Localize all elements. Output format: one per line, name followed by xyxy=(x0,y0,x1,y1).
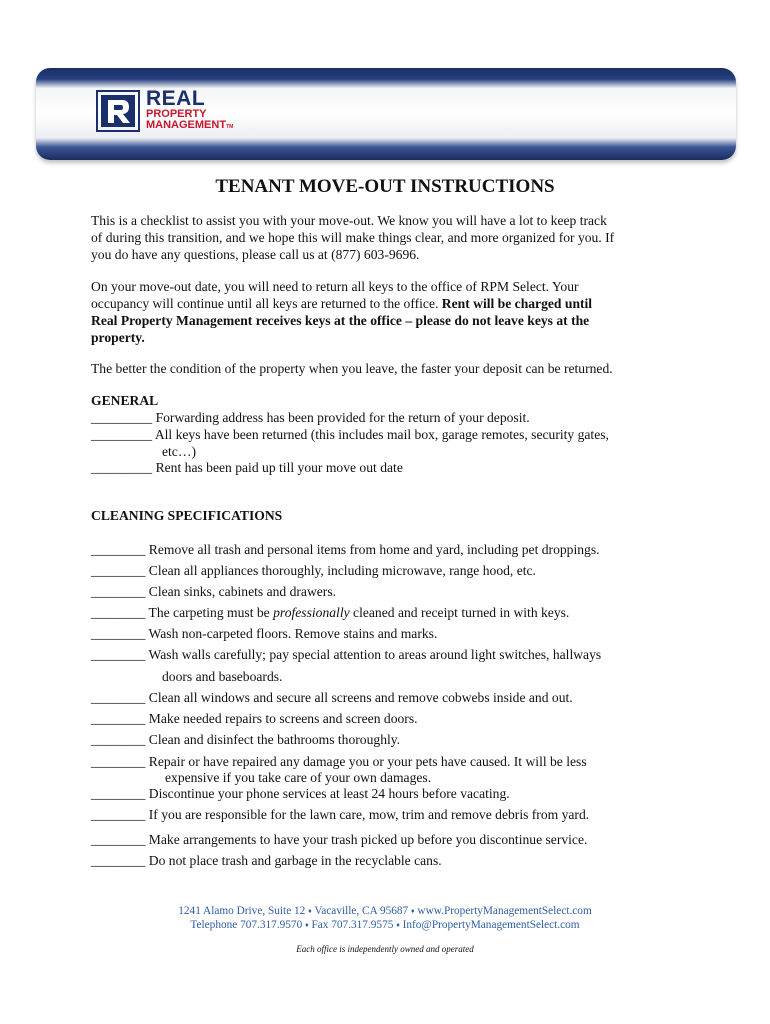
diamond-icon: ♦ xyxy=(411,907,415,915)
checklist-item: ________ Make needed repairs to screens and screen doors. xyxy=(91,711,418,726)
checklist-item: ________ Clean all appliances thoroughly, including microwave, range hood, etc. xyxy=(91,563,536,578)
checklist-item: ________ Wash non-carpeted floors. Remove stains and marks. xyxy=(91,626,438,641)
checklist-item: ________ Repair or have repaired any damage you or your pets have caused. It will be less xyxy=(91,754,587,769)
checklist-item: ________ Clean and disinfect the bathrooms thoroughly. xyxy=(91,732,401,747)
footer-contact-line: Telephone 707.317.9570 ♦ Fax 707.317.9575 ♦ Info@PropertyManagementSelect.com xyxy=(190,919,580,931)
checklist-item: ________ Discontinue your phone services at least 24 hours before vacating. xyxy=(91,786,510,801)
checklist-item: _________ Rent has been paid up till your move out date xyxy=(91,460,403,475)
checklist-item: ________ Clean sinks, cabinets and drawers. xyxy=(91,584,337,599)
intro-paragraph: This is a checklist to assist you with your move-out. We know you will have a lot to keep track of during this transition, and we hope this will make things clear, and more organized for you. If you do have any questions, please call us at (877) 603-9696. xyxy=(91,213,615,262)
general-heading: GENERAL xyxy=(91,393,159,408)
diamond-icon: ♦ xyxy=(305,921,309,929)
logo-management: MANAGEMENTTM xyxy=(146,119,234,131)
checklist-item: _________ Forwarding address has been provided for the return of your deposit. xyxy=(91,410,530,425)
footer-tagline: Each office is independently owned and operated xyxy=(296,944,474,954)
checklist-item: ________ The carpeting must be professionally cleaned and receipt turned in with keys. xyxy=(91,605,570,620)
checklist-item: ________ Remove all trash and personal items from home and yard, including pet droppings. xyxy=(91,542,600,557)
checklist-item: ________ Clean all windows and secure all screens and remove cobwebs inside and out. xyxy=(91,690,573,705)
checklist-item-cont: doors and baseboards. xyxy=(162,669,283,684)
logo-property: PROPERTY xyxy=(146,108,207,120)
checklist-item: ________ Make arrangements to have your trash picked up before you discontinue service. xyxy=(91,832,588,847)
checklist-item: _________ All keys have been returned (this includes mail box, garage remotes, security gates, xyxy=(91,427,609,442)
checklist-item: ________ If you are responsible for the lawn care, mow, trim and remove debris from yard. xyxy=(91,807,590,822)
checklist-item: ________ Wash walls carefully; pay special attention to areas around light switches, hallways xyxy=(91,647,602,662)
checklist-item-cont: etc…) xyxy=(162,444,196,459)
keys-paragraph: On your move-out date, you will need to return all keys to the office of RPM Select. Your occupancy will continue until all keys are returned to the office. Rent will be charged until Real Property Management receives keys at the office – please do not leave keys at the property. xyxy=(91,279,593,345)
checklist-item-cont: expensive if you take care of your own damages. xyxy=(165,770,432,785)
website-link[interactable]: www.PropertyManagementSelect.com xyxy=(417,905,592,917)
diamond-icon: ♦ xyxy=(308,907,312,915)
cleaning-heading: CLEANING SPECIFICATIONS xyxy=(91,508,283,523)
logo-real: REAL xyxy=(146,87,206,110)
rpm-logo-icon xyxy=(96,90,140,132)
diamond-icon: ♦ xyxy=(396,921,400,929)
logo-wordmark xyxy=(146,88,233,133)
condition-paragraph: The better the condition of the property when you leave, the faster your deposit can be returned. xyxy=(91,361,613,376)
checklist-item: ________ Do not place trash and garbage in the recyclable cans. xyxy=(91,853,442,868)
footer-address-line: 1241 Alamo Drive, Suite 12 ♦ Vacaville, CA 95687 ♦ www.PropertyManagementSelect.com xyxy=(178,905,592,917)
email-link[interactable]: Info@PropertyManagementSelect.com xyxy=(402,919,580,931)
page-title: TENANT MOVE-OUT INSTRUCTIONS xyxy=(215,176,555,197)
logo-tm: TM xyxy=(226,124,234,130)
header-banner xyxy=(36,68,736,160)
